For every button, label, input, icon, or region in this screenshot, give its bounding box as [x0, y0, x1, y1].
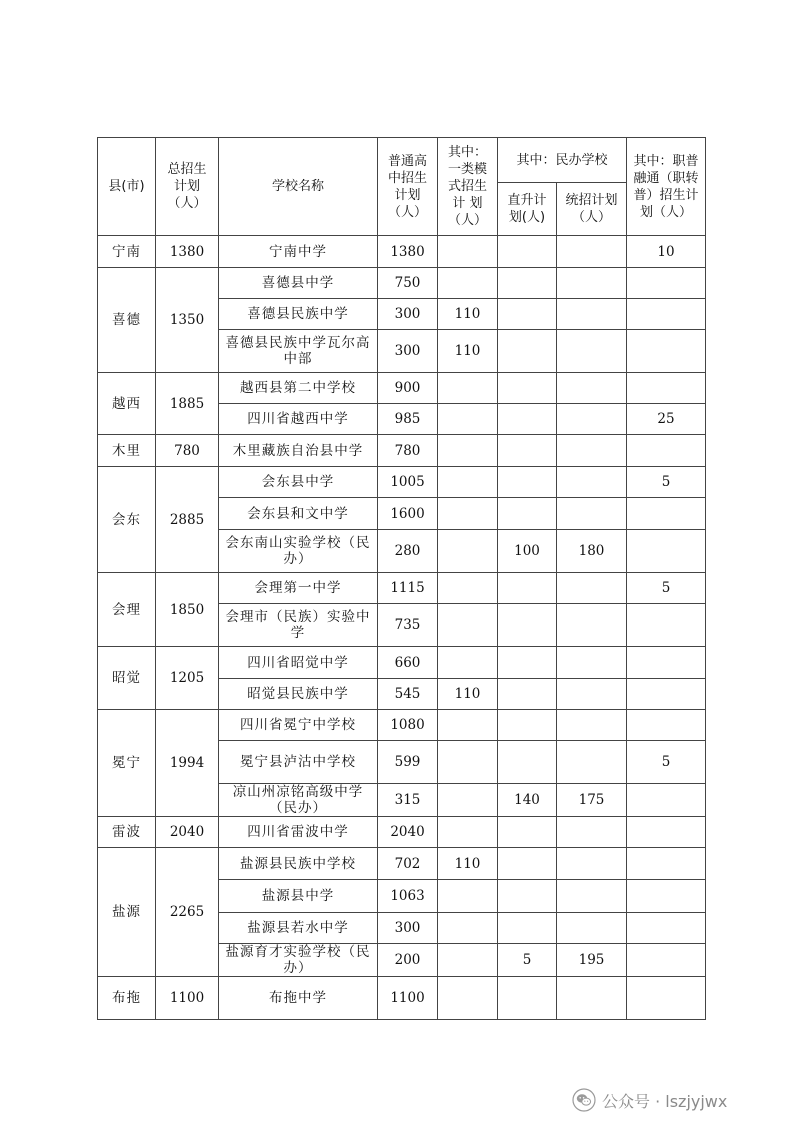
header-general: 普通高中招生计划（人） [378, 138, 438, 236]
vocational-plan-cell: 5 [627, 741, 706, 784]
table-row [98, 573, 706, 604]
table-row [98, 373, 706, 404]
total-cell: 1885 [156, 373, 219, 435]
general-plan-cell: 735 [378, 604, 438, 647]
general-plan-cell: 200 [378, 944, 438, 977]
vocational-plan-cell [627, 977, 706, 1020]
general-plan-cell: 780 [378, 435, 438, 467]
county-cell: 会东 [98, 467, 156, 573]
general-plan-cell: 280 [378, 530, 438, 573]
vocational-plan-cell: 25 [627, 404, 706, 435]
class1-plan-cell [438, 373, 498, 404]
direct-plan-cell [498, 435, 557, 467]
class1-plan-cell [438, 435, 498, 467]
wechat-icon [572, 1088, 596, 1112]
county-cell: 布拖 [98, 977, 156, 1020]
school-name-cell: 会东县和文中学 [219, 498, 378, 530]
vocational-plan-cell [627, 848, 706, 880]
school-name-cell: 宁南中学 [219, 236, 378, 268]
direct-plan-cell [498, 604, 557, 647]
table-body [98, 236, 706, 1020]
school-name-cell: 布拖中学 [219, 977, 378, 1020]
header-row-top [98, 138, 706, 183]
total-cell: 2040 [156, 817, 219, 848]
county-cell: 木里 [98, 435, 156, 467]
general-plan-cell: 1600 [378, 498, 438, 530]
class1-plan-cell [438, 913, 498, 944]
direct-plan-cell [498, 710, 557, 741]
school-name-cell: 会理市（民族）实验中学 [219, 604, 378, 647]
class1-plan-cell [438, 710, 498, 741]
general-plan-cell: 985 [378, 404, 438, 435]
vocational-plan-cell [627, 330, 706, 373]
county-cell: 越西 [98, 373, 156, 435]
general-plan-cell: 300 [378, 913, 438, 944]
direct-plan-cell [498, 330, 557, 373]
table-row [98, 435, 706, 467]
general-plan-cell: 900 [378, 373, 438, 404]
general-plan-cell: 660 [378, 647, 438, 679]
total-cell: 1350 [156, 268, 219, 373]
general-plan-cell: 2040 [378, 817, 438, 848]
school-name-cell: 盐源育才实验学校（民办） [219, 944, 378, 977]
direct-plan-cell [498, 679, 557, 710]
general-plan-cell: 545 [378, 679, 438, 710]
class1-plan-cell [438, 977, 498, 1020]
vocational-plan-cell [627, 435, 706, 467]
school-name-cell: 昭觉县民族中学 [219, 679, 378, 710]
direct-plan-cell [498, 373, 557, 404]
unified-plan-cell [557, 236, 627, 268]
vocational-plan-cell [627, 913, 706, 944]
direct-plan-cell [498, 880, 557, 913]
general-plan-cell: 702 [378, 848, 438, 880]
school-name-cell: 越西县第二中学校 [219, 373, 378, 404]
unified-plan-cell: 180 [557, 530, 627, 573]
county-cell: 雷波 [98, 817, 156, 848]
school-name-cell: 盐源县民族中学校 [219, 848, 378, 880]
school-name-cell: 会东县中学 [219, 467, 378, 498]
general-plan-cell: 315 [378, 784, 438, 817]
class1-plan-cell: 110 [438, 330, 498, 373]
vocational-plan-cell [627, 299, 706, 330]
school-name-cell: 四川省雷波中学 [219, 817, 378, 848]
school-name-cell: 会理第一中学 [219, 573, 378, 604]
unified-plan-cell [557, 299, 627, 330]
school-name-cell: 四川省冕宁中学校 [219, 710, 378, 741]
class1-plan-cell [438, 944, 498, 977]
direct-plan-cell [498, 647, 557, 679]
vocational-plan-cell [627, 944, 706, 977]
school-name-cell: 冕宁县泸沽中学校 [219, 741, 378, 784]
vocational-plan-cell [627, 498, 706, 530]
vocational-plan-cell: 5 [627, 467, 706, 498]
table-row [98, 977, 706, 1020]
total-cell: 1380 [156, 236, 219, 268]
table-row [98, 848, 706, 880]
class1-plan-cell [438, 604, 498, 647]
vocational-plan-cell [627, 880, 706, 913]
school-name-cell: 四川省昭觉中学 [219, 647, 378, 679]
class1-plan-cell: 110 [438, 848, 498, 880]
vocational-plan-cell: 10 [627, 236, 706, 268]
direct-plan-cell [498, 977, 557, 1020]
header-direct: 直升计划(人) [498, 183, 557, 236]
vocational-plan-cell: 5 [627, 573, 706, 604]
school-name-cell: 凉山州凉铭高级中学（民办） [219, 784, 378, 817]
direct-plan-cell: 100 [498, 530, 557, 573]
vocational-plan-cell [627, 604, 706, 647]
school-name-cell: 会东南山实验学校（民办） [219, 530, 378, 573]
direct-plan-cell [498, 817, 557, 848]
direct-plan-cell [498, 741, 557, 784]
general-plan-cell: 750 [378, 268, 438, 299]
county-cell: 冕宁 [98, 710, 156, 817]
direct-plan-cell: 5 [498, 944, 557, 977]
direct-plan-cell [498, 236, 557, 268]
direct-plan-cell [498, 848, 557, 880]
vocational-plan-cell [627, 710, 706, 741]
total-cell: 780 [156, 435, 219, 467]
school-name-cell: 木里藏族自治县中学 [219, 435, 378, 467]
class1-plan-cell [438, 268, 498, 299]
total-cell: 1850 [156, 573, 219, 647]
school-name-cell: 四川省越西中学 [219, 404, 378, 435]
unified-plan-cell [557, 573, 627, 604]
table-row [98, 236, 706, 268]
unified-plan-cell [557, 373, 627, 404]
general-plan-cell: 599 [378, 741, 438, 784]
direct-plan-cell [498, 299, 557, 330]
general-plan-cell: 1115 [378, 573, 438, 604]
vocational-plan-cell [627, 784, 706, 817]
school-name-cell: 喜德县民族中学 [219, 299, 378, 330]
county-cell: 盐源 [98, 848, 156, 977]
unified-plan-cell [557, 404, 627, 435]
table-row [98, 710, 706, 741]
county-cell: 宁南 [98, 236, 156, 268]
unified-plan-cell: 195 [557, 944, 627, 977]
general-plan-cell: 1080 [378, 710, 438, 741]
class1-plan-cell [438, 817, 498, 848]
class1-plan-cell [438, 467, 498, 498]
table-row [98, 467, 706, 498]
county-cell: 昭觉 [98, 647, 156, 710]
general-plan-cell: 1100 [378, 977, 438, 1020]
direct-plan-cell [498, 573, 557, 604]
vocational-plan-cell [627, 530, 706, 573]
class1-plan-cell [438, 530, 498, 573]
header-vocational: 其中：职普融通（职转普）招生计划（人） [627, 138, 706, 236]
unified-plan-cell [557, 848, 627, 880]
unified-plan-cell [557, 498, 627, 530]
header-class1: 其中：一类模式招生 计 划（人） [438, 138, 498, 236]
header-county: 县(市) [98, 138, 156, 236]
unified-plan-cell [557, 435, 627, 467]
header-private-group: 其中：民办学校 [498, 138, 627, 183]
watermark-text: 公众号 · lszjyjwx [602, 1091, 728, 1111]
class1-plan-cell [438, 236, 498, 268]
general-plan-cell: 1380 [378, 236, 438, 268]
school-name-cell: 盐源县中学 [219, 880, 378, 913]
unified-plan-cell [557, 817, 627, 848]
total-cell: 1100 [156, 977, 219, 1020]
unified-plan-cell [557, 330, 627, 373]
vocational-plan-cell [627, 647, 706, 679]
class1-plan-cell [438, 784, 498, 817]
direct-plan-cell: 140 [498, 784, 557, 817]
unified-plan-cell [557, 647, 627, 679]
vocational-plan-cell [627, 817, 706, 848]
unified-plan-cell [557, 467, 627, 498]
header-unified: 统招计划（人） [557, 183, 627, 236]
table-row [98, 647, 706, 679]
class1-plan-cell [438, 404, 498, 435]
header-total: 总招生计划（人） [156, 138, 219, 236]
direct-plan-cell [498, 913, 557, 944]
class1-plan-cell [438, 880, 498, 913]
vocational-plan-cell [627, 373, 706, 404]
unified-plan-cell [557, 880, 627, 913]
unified-plan-cell: 175 [557, 784, 627, 817]
direct-plan-cell [498, 404, 557, 435]
class1-plan-cell [438, 573, 498, 604]
school-name-cell: 喜德县中学 [219, 268, 378, 299]
general-plan-cell: 300 [378, 299, 438, 330]
unified-plan-cell [557, 604, 627, 647]
school-name-cell: 盐源县若水中学 [219, 913, 378, 944]
unified-plan-cell [557, 679, 627, 710]
unified-plan-cell [557, 268, 627, 299]
unified-plan-cell [557, 977, 627, 1020]
direct-plan-cell [498, 467, 557, 498]
vocational-plan-cell [627, 268, 706, 299]
total-cell: 1994 [156, 710, 219, 817]
class1-plan-cell [438, 647, 498, 679]
unified-plan-cell [557, 741, 627, 784]
county-cell: 喜德 [98, 268, 156, 373]
class1-plan-cell: 110 [438, 299, 498, 330]
unified-plan-cell [557, 710, 627, 741]
class1-plan-cell [438, 741, 498, 784]
vocational-plan-cell [627, 679, 706, 710]
general-plan-cell: 300 [378, 330, 438, 373]
direct-plan-cell [498, 268, 557, 299]
school-name-cell: 喜德县民族中学瓦尔高中部 [219, 330, 378, 373]
total-cell: 2265 [156, 848, 219, 977]
direct-plan-cell [498, 498, 557, 530]
table-row [98, 268, 706, 299]
table-row [98, 817, 706, 848]
header-school: 学校名称 [219, 138, 378, 236]
class1-plan-cell [438, 498, 498, 530]
watermark [572, 1088, 727, 1112]
total-cell: 2885 [156, 467, 219, 573]
unified-plan-cell [557, 913, 627, 944]
total-cell: 1205 [156, 647, 219, 710]
enrollment-plan-table [97, 137, 706, 1020]
general-plan-cell: 1005 [378, 467, 438, 498]
county-cell: 会理 [98, 573, 156, 647]
general-plan-cell: 1063 [378, 880, 438, 913]
class1-plan-cell: 110 [438, 679, 498, 710]
